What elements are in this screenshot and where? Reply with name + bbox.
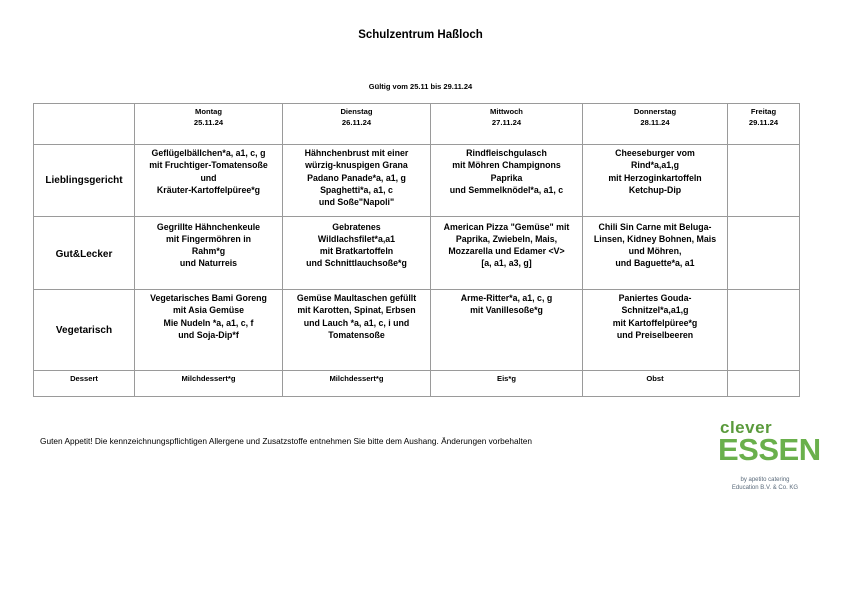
dish-line: Milchdessert*g [329,373,384,383]
logo-sub-line: Education B.V. & Co. KG [731,485,799,491]
dish-line: mit Möhren Champignons [452,160,561,171]
menu-cell [728,216,800,290]
dish-line: [a, a1, a3, g] [481,258,532,269]
dish-line: Eis*g [497,373,516,383]
dish-line: und Möhren, [628,246,682,257]
row-label: Vegetarisch [34,290,135,371]
day-date: 27.11.24 [491,117,522,127]
dish-line: Rahm*g [191,246,226,257]
day-header [728,104,800,145]
dish-line: und Semmelknödel*a, a1, c [449,184,564,195]
dish-line: Arme-Ritter*a, a1, c, g [460,293,553,304]
dish-line: würzig-knuspigen Grana [305,160,408,171]
menu-table [33,103,800,397]
row-label: Gut&Lecker [34,216,135,290]
day-header [431,104,583,145]
page-title: Schulzentrum Haßloch [358,29,483,41]
dish-line: und Schnittlauchsoße*g [306,258,407,269]
day-date: 26.11.24 [341,117,372,127]
dish-line: Hähnchenbrust mit einer [304,148,409,159]
day-date: 25.11.24 [193,117,224,127]
dish-line: und Preiselbeeren [616,329,694,340]
dish-line: und Naturreis [179,258,238,269]
dish-line: Milchdessert*g [181,373,236,383]
header-corner [34,104,135,145]
dish-line: und Lauch *a, a1, c, i und [303,317,410,328]
dish-line: mit Asia Gemüse [172,305,245,316]
menu-cell [135,216,283,290]
dish-line: Geflügelbällchen*a, a1, c, g [151,148,266,159]
menu-cell [583,290,728,371]
menu-cell [283,370,431,396]
dish-line: und Soße"Napoli" [318,197,395,208]
dish-line: Mozzarella und Edamer <V> [448,246,565,257]
dish-line: Padano Panade*a, a1, g [307,172,406,183]
menu-cell [431,216,583,290]
menu-cell [135,370,283,396]
dish-line: mit Kartoffelpüree*g [612,317,698,328]
menu-row [34,216,800,290]
row-label: Lieblingsgericht [34,145,135,216]
menu-cell [431,145,583,216]
dish-line: Vegetarisches Bami Goreng [150,293,267,304]
clever-essen-logo [716,418,821,496]
menu-cell [431,290,583,371]
dish-line: Gemüse Maultaschen gefüllt [296,293,417,304]
dish-line: Spaghetti*a, a1, c [320,184,393,195]
dish-line: Linsen, Kidney Bohnen, Mais [593,233,717,244]
day-date: 29.11.24 [748,117,779,127]
day-name: Mittwoch [490,107,523,116]
day-header [583,104,728,145]
logo-subtitle [730,476,800,492]
menu-cell [283,145,431,216]
menu-cell [728,290,800,371]
dish-line: und [200,172,217,183]
dish-line: Gebratenes [332,221,381,232]
dish-line: Wildlachsfilet*a,a1 [317,233,396,244]
dish-line: mit Fruchtiger-Tomatensoße [149,160,268,171]
dish-line: Ketchup-Dip [628,184,682,195]
menu-cell [135,145,283,216]
dish-line: Obst [646,373,664,383]
logo-sub-line: by apetito catering [740,477,790,483]
dish-line: Paprika [490,172,523,183]
dish-line: und Soja-Dip*f [178,329,239,340]
menu-cell [728,145,800,216]
dish-line: mit Fingermöhren in [165,233,252,244]
dish-line: mit Bratkartoffeln [319,246,394,257]
day-date: 28.11.24 [640,117,670,127]
footer-note: Guten Appetit! Die kennzeichnungspflichtigen Allergene und Zusatzstoffe entnehmen Sie bitte dem Aushang. Änderungen vorbehalten [40,436,533,446]
dish-line: Mie Nudeln *a, a1, c, f [163,317,254,328]
day-name: Freitag [750,107,777,116]
dish-line: Chili Sin Carne mit Beluga- [598,221,712,232]
menu-cell [583,370,728,396]
logo-main-text: ESSEN [718,432,821,467]
menu-cell [431,370,583,396]
dish-line: mit Herzoginkartoffeln [608,172,702,183]
menu-cell [283,216,431,290]
dish-line: mit Vanillesoße*g [470,305,543,316]
dish-line: Tomatensoße [328,329,385,340]
menu-cell [583,145,728,216]
validity-period: Gültig vom 25.11 bis 29.11.24 [368,82,473,91]
day-header [135,104,283,145]
logo-top-text: clever [720,418,773,437]
dish-line: Paprika, Zwiebeln, Mais, [455,233,558,244]
dish-line: Rindfleischgulasch [466,148,547,159]
day-name: Donnerstag [633,107,677,116]
day-name: Montag [195,107,222,116]
menu-cell [728,370,800,396]
menu-row [34,145,800,216]
dish-line: American Pizza "Gemüse" mit [443,221,570,232]
header-row [34,104,800,145]
dish-line: und Baguette*a, a1 [615,258,695,269]
dish-line: Schnitzel*a,a1,g [621,305,689,316]
dish-line: Kräuter-Kartoffelpüree*g [156,184,261,195]
dish-line: mit Karotten, Spinat, Erbsen [297,305,416,316]
menu-cell [135,290,283,371]
dish-line: Rind*a,a1,g [631,160,679,171]
dish-line: Paniertes Gouda- [618,293,692,304]
day-name: Dienstag [340,107,373,116]
row-label: Dessert [34,370,135,396]
menu-row [34,290,800,371]
dish-line: Cheeseburger vom [615,148,695,159]
menu-cell [583,216,728,290]
day-header [283,104,431,145]
dish-line: Gegrillte Hähnchenkeule [156,221,261,232]
menu-row [34,370,800,396]
menu-cell [283,290,431,371]
